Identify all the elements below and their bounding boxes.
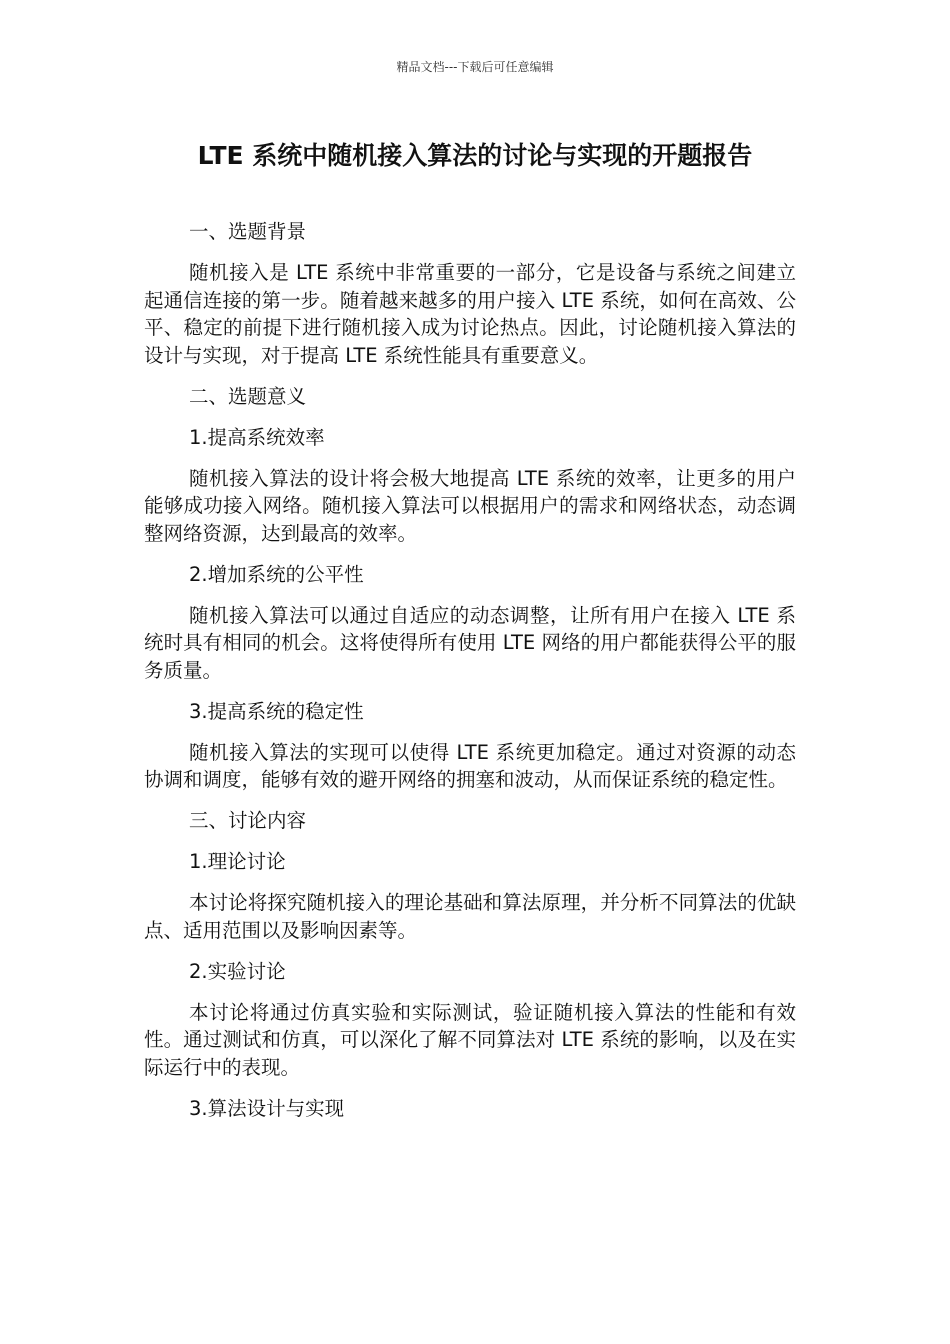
paragraph: 随机接入算法的实现可以使得 LTE 系统更加稳定。通过对资源的动态协调和调度，能够有效的避开网络的拥塞和波动，从而保证系统的稳定性。 xyxy=(144,740,796,791)
paragraph: 随机接入是 LTE 系统中非常重要的一部分，它是设备与系统之间建立起通信连接的第一步。随着越来越多的用户接入 LTE 系统，如何在高效、公平、稳定的前提下进行随机接入成为讨论热点。因此，讨论随机接入算法的设计与实现，对于提高 LTE 系统性能具有重要意义。 xyxy=(144,261,796,367)
subsection-heading: 2.增加系统的公平性 xyxy=(189,562,364,586)
document-body xyxy=(144,218,796,1136)
subsection-heading: 3.算法设计与实现 xyxy=(189,1096,345,1120)
section-heading: 一、选题背景 xyxy=(189,220,307,243)
header-note: 精品文档---下载后可任意编辑 xyxy=(396,60,554,74)
section-heading: 三、讨论内容 xyxy=(189,809,307,832)
document-title: LTE 系统中随机接入算法的讨论与实现的开题报告 xyxy=(197,141,753,170)
subsection-heading: 1.理论讨论 xyxy=(189,850,286,873)
subsection-heading: 1.提高系统效率 xyxy=(189,425,325,449)
section-heading: 二、选题意义 xyxy=(189,384,307,408)
subsection-heading: 2.实验讨论 xyxy=(189,959,286,983)
paragraph: 本讨论将探究随机接入的理论基础和算法原理，并分析不同算法的优缺点、适用范围以及影响因素等。 xyxy=(144,891,796,942)
paragraph: 本讨论将通过仿真实验和实际测试，验证随机接入算法的性能和有效性。通过测试和仿真，可以深化了解不同算法对 LTE 系统的影响，以及在实际运行中的表现。 xyxy=(144,1000,796,1079)
paragraph: 随机接入算法可以通过自适应的动态调整，让所有用户在接入 LTE 系统时具有相同的机会。这将使得所有使用 LTE 网络的用户都能获得公平的服务质量。 xyxy=(144,603,796,682)
paragraph: 随机接入算法的设计将会极大地提高 LTE 系统的效率，让更多的用户能够成功接入网络。随机接入算法可以根据用户的需求和网络状态，动态调整网络资源，达到最高的效率。 xyxy=(144,466,796,545)
subsection-heading: 3.提高系统的稳定性 xyxy=(189,699,364,723)
